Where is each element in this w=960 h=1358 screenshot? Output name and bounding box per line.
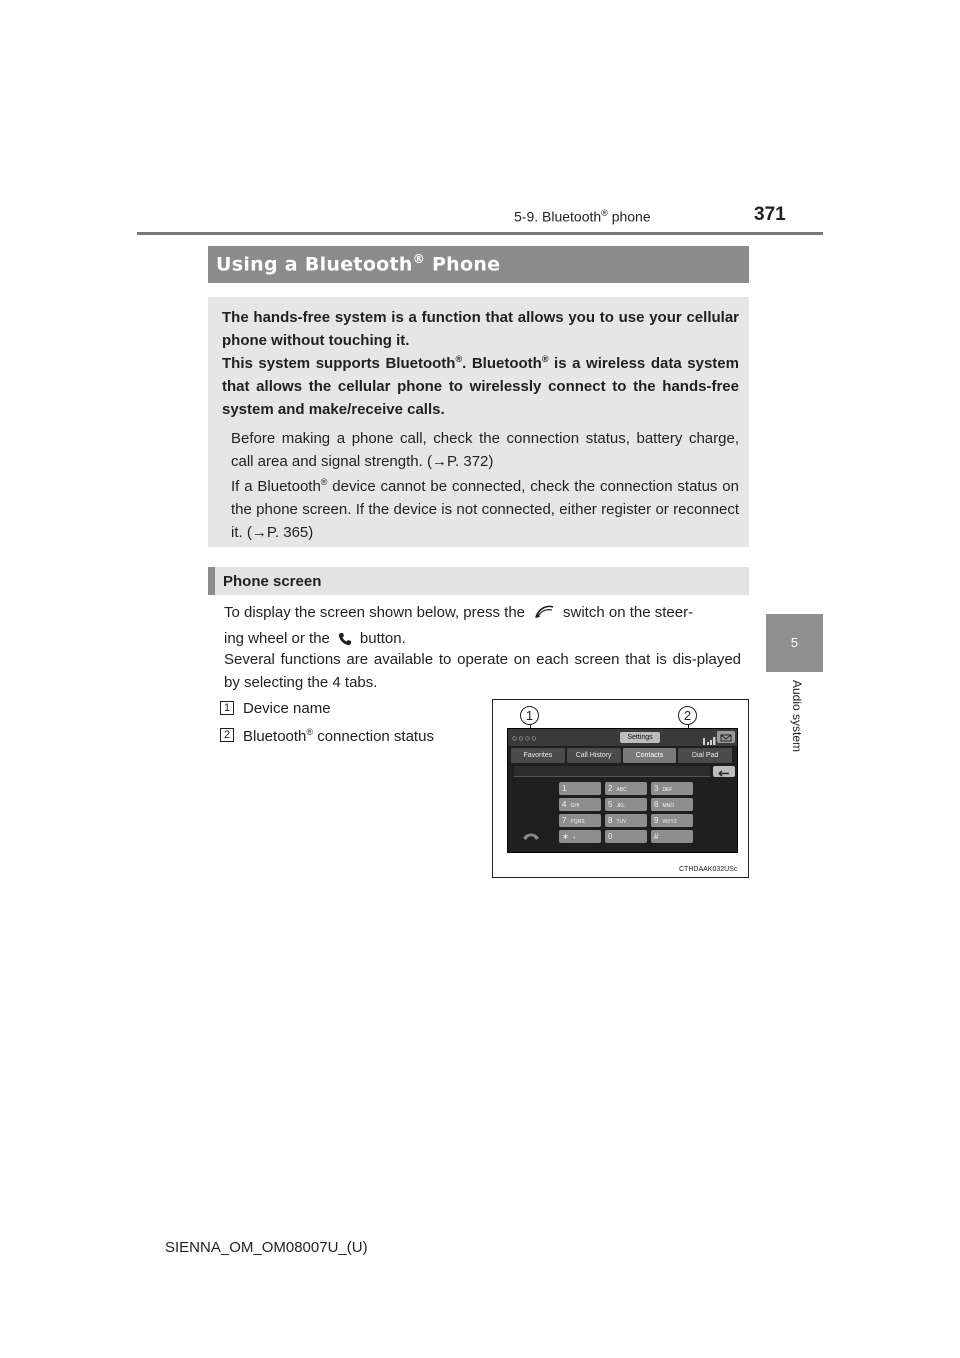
message-button[interactable] <box>717 731 735 743</box>
phone-switch-icon <box>533 604 555 627</box>
handset-icon <box>522 830 540 842</box>
chapter-label: Audio system <box>790 680 804 753</box>
envelope-icon <box>717 732 735 744</box>
callout-label-device-name: Device name <box>243 700 331 717</box>
key-1[interactable]: 1 <box>559 782 601 795</box>
subheading-phone-screen: Phone screen <box>223 573 322 590</box>
callout-number-2: 2 <box>220 728 234 742</box>
phone-display <box>507 728 738 853</box>
tab-contacts[interactable]: Contacts <box>623 748 677 763</box>
key-6[interactable]: 6 MNO <box>651 798 693 811</box>
key-7[interactable]: 7 PQRS <box>559 814 601 827</box>
key-star[interactable]: ∗ + <box>559 830 601 843</box>
settings-button[interactable]: Settings <box>620 732 660 743</box>
phone-screen-paragraph-2: Several functions are available to operate on each screen that is dis-played by selecting the 4 tabs. <box>224 651 741 691</box>
document-id: SIENNA_OM_OM08007U_(U) <box>165 1239 368 1256</box>
tab-dial-pad[interactable]: Dial Pad <box>678 748 732 763</box>
call-button[interactable] <box>522 829 540 847</box>
key-2[interactable]: 2 ABC <box>605 782 647 795</box>
intro-note-2: If a Bluetooth® device cannot be connected, check the connection status on the phone screen. If the device is not connected, either register or reconnect it. (→P. 365) <box>231 477 739 541</box>
figure-marker-2: 2 <box>678 706 697 725</box>
key-0[interactable]: 0 <box>605 830 647 843</box>
key-hash[interactable]: # <box>651 830 693 843</box>
header-rule <box>137 232 823 235</box>
chapter-tab: 5 <box>766 614 823 672</box>
key-5[interactable]: 5 JKL <box>605 798 647 811</box>
figure-code: CTHDAAK032USc <box>679 866 738 873</box>
tab-favorites[interactable]: Favorites <box>511 748 565 763</box>
phone-screen-paragraph-1: To display the screen shown below, press the switch on the steer- ing wheel or the button. <box>224 601 741 653</box>
intro-note-1: Before making a phone call, check the connection status, battery charge, call area and signal strength. (→P. 372) <box>231 430 739 470</box>
section-header: 5-9. Bluetooth® phone <box>514 208 651 225</box>
phone-screen-figure <box>492 699 749 878</box>
figure-marker-1: 1 <box>520 706 539 725</box>
key-8[interactable]: 8 TUV <box>605 814 647 827</box>
page-number: 371 <box>754 204 786 225</box>
tab-call-history[interactable]: Call History <box>567 748 621 763</box>
key-3[interactable]: 3 DEF <box>651 782 693 795</box>
intro-paragraph-2: This system supports Bluetooth®. Bluetooth® is a wireless data system that allows the cellular phone to wirelessly connect to the hands-free system and make/receive calls. <box>222 354 739 418</box>
page-title: Using a Bluetooth® Phone <box>216 252 501 276</box>
key-9[interactable]: 9 WXYZ <box>651 814 693 827</box>
callout-number-1: 1 <box>220 701 234 715</box>
number-input-field[interactable] <box>514 766 710 777</box>
screen-tabs <box>511 748 734 763</box>
backspace-button[interactable] <box>713 766 735 777</box>
device-name: ○○○○ <box>512 733 538 743</box>
intro-paragraph-1: The hands-free system is a function that allows you to use your cellular phone without touching it. <box>222 309 739 349</box>
callout-label-connection-status: Bluetooth® connection status <box>243 727 434 745</box>
backspace-arrow-icon <box>713 768 735 779</box>
dial-keypad <box>559 782 693 843</box>
key-4[interactable]: 4 GHI <box>559 798 601 811</box>
